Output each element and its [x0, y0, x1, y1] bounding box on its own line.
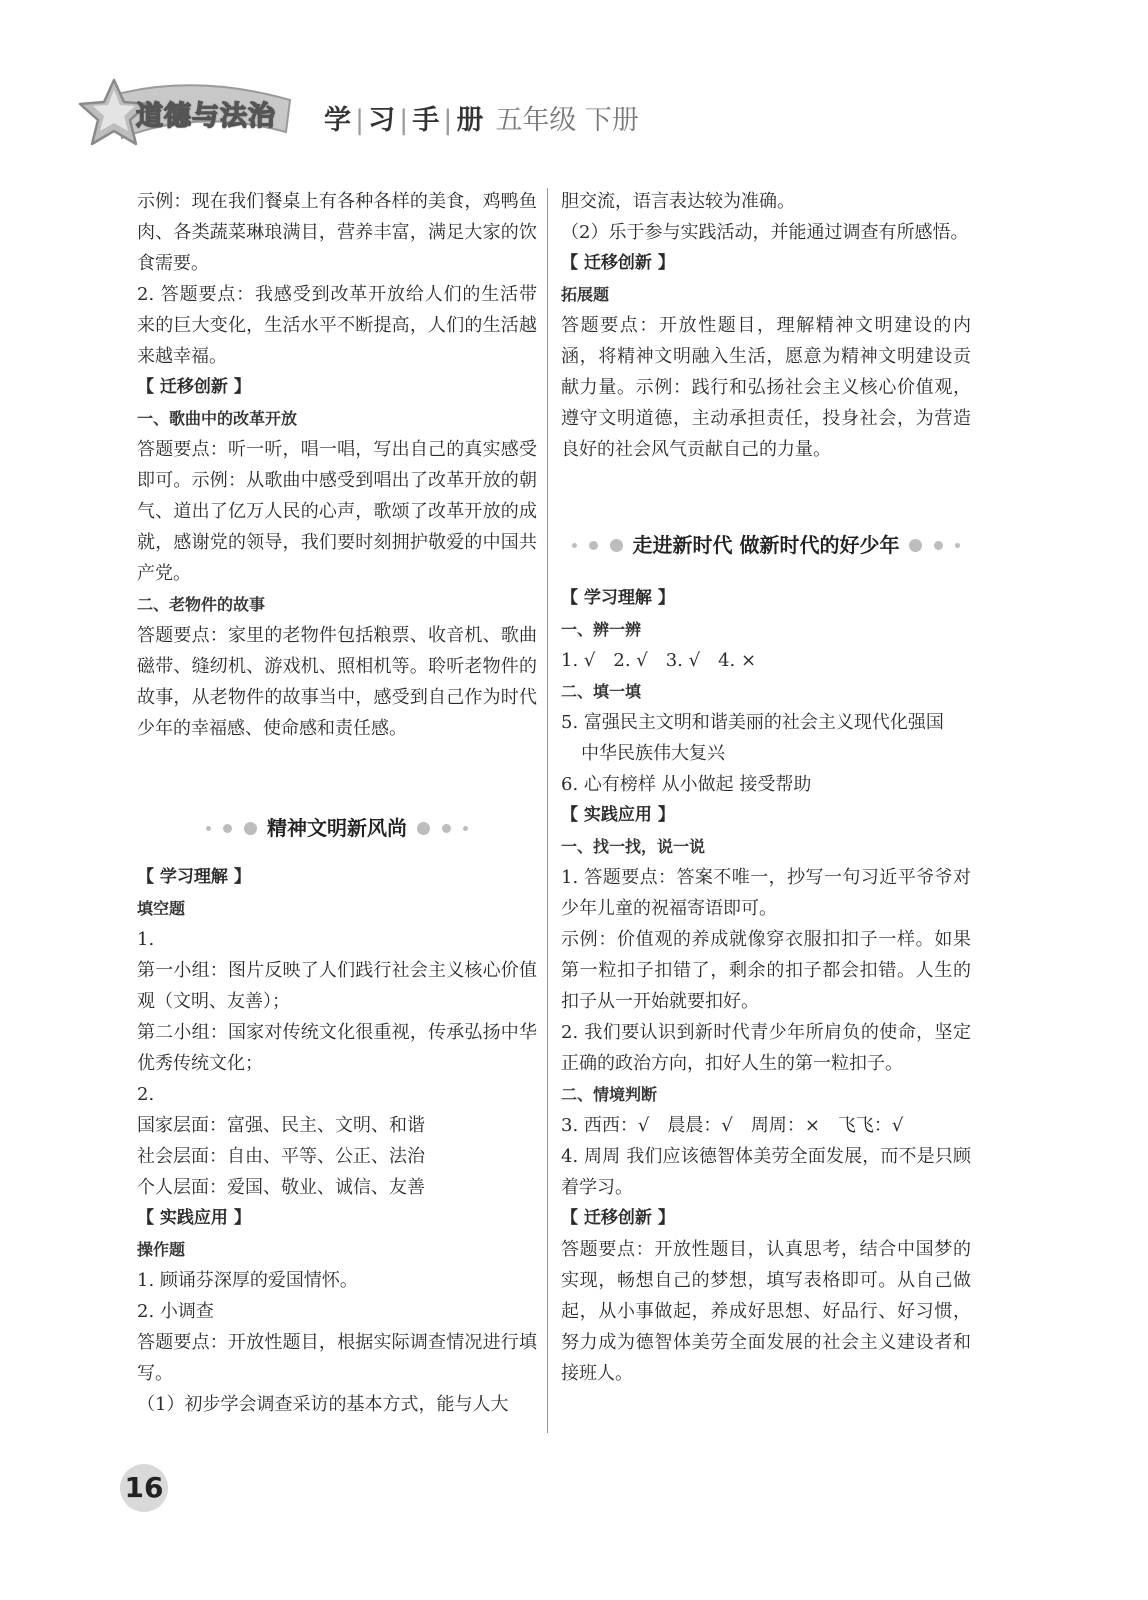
paragraph: 2.: [137, 1084, 155, 1105]
paragraph: 6. 心有榜样 从小做起 接受帮助: [561, 774, 812, 795]
paragraph: 1. √ 2. √ 3. √ 4. ×: [561, 650, 757, 671]
paragraph: 第二小组：国家对传统文化很重视，传承弘扬中华优秀传统文化；: [137, 1022, 537, 1074]
sub-heading: 操作题: [137, 1240, 186, 1259]
paragraph: 中华民族伟大复兴: [581, 743, 725, 764]
section-heading: 【 实践应用 】: [137, 1208, 251, 1228]
sub-heading: 二、填一填: [561, 682, 642, 701]
grade-label: 五年级 下册: [495, 105, 639, 136]
paragraph: 1. 答题要点：答案不唯一，抄写一句习近平爷爷对少年儿童的祝福寄语即可。: [561, 867, 971, 919]
title-char: 手: [412, 105, 440, 136]
left-column: [137, 186, 537, 1420]
page-header: [78, 78, 778, 158]
paragraph: 示例：现在我们餐桌上有各种各样的美食，鸡鸭鱼肉、各类蔬菜琳琅满目，营养丰富，满足大家的饮食需要。: [137, 191, 537, 274]
column-divider: [547, 188, 548, 1433]
sub-heading: 二、老物件的故事: [137, 595, 266, 614]
sub-heading: 填空题: [137, 899, 186, 918]
dots-decoration: [572, 539, 623, 552]
page-number: 16: [120, 1464, 168, 1512]
paragraph: 答题要点：开放性题目，认真思考，结合中国梦的实现，畅想自己的梦想，填写表格即可。从自己做起，从小事做起，养成好思想、好品行、好习惯，努力成为德智体美劳全面发展的社会主义建设者和接班人。: [561, 1239, 971, 1384]
paragraph: 1. 顾诵芬深厚的爱国情怀。: [137, 1270, 358, 1291]
dots-decoration: [417, 822, 468, 835]
right-column: [561, 186, 971, 1389]
dots-decoration: [909, 539, 960, 552]
sub-heading: 二、情境判断: [561, 1085, 658, 1104]
subject-badge: [78, 78, 298, 148]
section-heading: 【 学习理解 】: [137, 867, 251, 887]
paragraph: 答题要点：开放性题目，理解精神文明建设的内涵，将精神文明融入生活，愿意为精神文明建设贡献力量。示例：践行和弘扬社会主义核心价值观，遵守文明道德，主动承担责任，投身社会，为营造良好的社会风气贡献自己的力量。: [561, 315, 971, 460]
lesson-title-text: 精神文明新风尚: [267, 815, 407, 840]
paragraph: 胆交流，语言表达较为准确。: [561, 191, 795, 212]
section-heading: 【 学习理解 】: [561, 588, 675, 608]
paragraph: 答题要点：家里的老物件包括粮票、收音机、歌曲磁带、缝纫机、游戏机、照相机等。聆听老物件的故事，从老物件的故事当中，感受到自己作为时代少年的幸福感、使命感和责任感。: [137, 625, 537, 739]
sub-heading: 一、找一找，说一说: [561, 837, 706, 856]
paragraph: 个人层面：爱国、敬业、诚信、友善: [137, 1177, 425, 1198]
sub-heading: 一、辨一辨: [561, 620, 642, 639]
paragraph: 4. 周周 我们应该德智体美劳全面发展，而不是只顾着学习。: [561, 1146, 971, 1198]
paragraph: （2）乐于参与实践活动，并能通过调查有所感悟。: [561, 222, 969, 243]
paragraph: 国家层面：富强、民主、文明、和谐: [137, 1115, 425, 1136]
sub-heading: 拓展题: [561, 285, 610, 304]
paragraph: 2. 答题要点：我感受到改革开放给人们的生活带来的巨大变化，生活水平不断提高，人们的生活越来越幸福。: [137, 284, 537, 367]
paragraph: 2. 小调查: [137, 1301, 214, 1322]
section-heading: 【 迁移创新 】: [137, 377, 251, 397]
paragraph: 社会层面：自由、平等、公正、法治: [137, 1146, 425, 1167]
dots-decoration: [206, 822, 257, 835]
title-char: 学: [324, 105, 351, 136]
title-char: 习: [368, 105, 396, 136]
paragraph: 2. 我们要认识到新时代青少年所肩负的使命，坚定正确的政治方向，扣好人生的第一粒扣子。: [561, 1022, 971, 1074]
section-heading: 【 实践应用 】: [561, 805, 675, 825]
section-heading: 【 迁移创新 】: [561, 1208, 675, 1228]
paragraph: 答题要点：听一听，唱一唱，写出自己的真实感受即可。示例：从歌曲中感受到唱出了改革开放的朝气、道出了亿万人民的心声，歌颂了改革开放的成就，感谢党的领导，我们要时刻拥护敬爱的中国共产党。: [137, 439, 537, 584]
paragraph: 1.: [137, 929, 155, 950]
paragraph: 第一小组：图片反映了人们践行社会主义核心价值观（文明、友善）；: [137, 960, 537, 1012]
title-char: 册: [456, 105, 484, 136]
paragraph: （1）初步学会调查采访的基本方式，能与人大: [137, 1394, 509, 1415]
sub-heading: 一、歌曲中的改革开放: [137, 409, 298, 428]
book-title: 学 | 习 | 手 | 册 五年级 下册: [324, 105, 639, 136]
paragraph: 答题要点：开放性题目，根据实际调查情况进行填写。: [137, 1332, 537, 1384]
lesson-title: [137, 806, 537, 850]
paragraph: 5. 富强民主文明和谐美丽的社会主义现代化强国: [561, 712, 944, 733]
paragraph: 示例：价值观的养成就像穿衣服扣扣子一样。如果第一粒扣子扣错了，剩余的扣子都会扣错。人生的扣子从一开始就要扣好。: [561, 929, 971, 1012]
lesson-title: [561, 523, 971, 567]
paragraph: 3. 西西：√ 晨晨：√ 周周：× 飞飞：√: [561, 1115, 904, 1136]
lesson-title-text: 走进新时代 做新时代的好少年: [632, 532, 900, 557]
section-heading: 【 迁移创新 】: [561, 253, 675, 273]
subject-name: 道德与法治: [136, 101, 276, 132]
